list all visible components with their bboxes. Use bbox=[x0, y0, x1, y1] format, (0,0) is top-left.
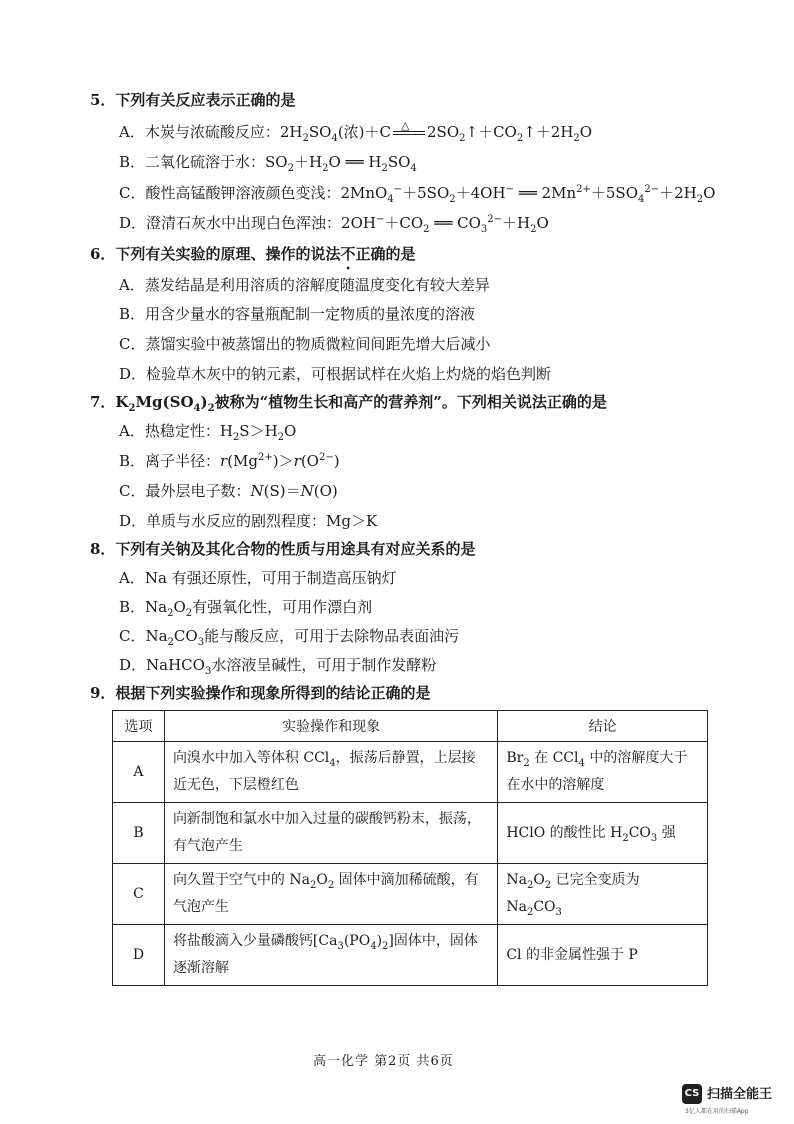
q9-table bbox=[112, 710, 708, 986]
q8-option-a: A．Na 有强还原性，可用于制造高压钠灯 bbox=[119, 569, 397, 587]
q5-option-a: A．木炭与浓硫酸反应：$2H_2SO_4$(浓)＋C △ $2SO_2↑+CO_2↑+2H_2O$ bbox=[119, 119, 593, 144]
table-row bbox=[113, 803, 708, 864]
table-row bbox=[113, 925, 708, 986]
q8-option-c: C．$Na_2CO_3$能与酸反应，可用于去除物品表面油污 bbox=[119, 627, 460, 648]
row-operation: 向久置于空气中的 $Na_2O_2$ 固体中滴加稀硫酸，有气泡产生 bbox=[164, 864, 497, 925]
watermark-title: 扫描全能王 bbox=[707, 1087, 773, 1102]
page-footer: 高一化学 第2页 共6页 bbox=[313, 1054, 454, 1069]
table-row bbox=[113, 864, 708, 925]
q6-option-a: A．蒸发结晶是利用溶质的溶解度随温度变化有较大差异 bbox=[119, 276, 490, 294]
row-operation: 将盐酸滴入少量磷酸钙$[Ca_3(PO_4)_2]$固体中，固体逐渐溶解 bbox=[164, 925, 497, 986]
watermark-subtitle: 3亿人都在用的扫描App bbox=[685, 1108, 749, 1115]
q6-option-c: C．蒸馏实验中被蒸馏出的物质微粒间间距先增大后减小 bbox=[119, 335, 491, 353]
row-conclusion: Cl 的非金属性强于 P bbox=[498, 925, 708, 986]
emphasis-dot-word: 不 bbox=[340, 245, 356, 263]
table-row bbox=[113, 742, 708, 803]
question-7-stem: 7．$K_2Mg(SO_4)_2$被称为“植物生长和高产的营养剂”。下列相关说法正确的是 bbox=[90, 393, 607, 414]
q7-option-a: A．热稳定性：$H_2S>H_2O$ bbox=[119, 422, 297, 443]
header-operation: 实验操作和现象 bbox=[164, 711, 497, 742]
question-5-stem: 5．下列有关反应表示正确的是 bbox=[90, 91, 296, 109]
q5-option-d: D．澄清石灰水中出现白色浑浊：$2OH^-+CO_2$ ══ $CO_3^{2-}+H_2O$ bbox=[119, 214, 549, 235]
row-conclusion: HClO 的酸性比 $H_2CO_3$ 强 bbox=[498, 803, 708, 864]
row-option-label: B bbox=[113, 803, 165, 864]
q6-option-d: D．检验草木灰中的钠元素，可根据试样在火焰上灼烧的焰色判断 bbox=[119, 365, 552, 383]
q7-option-d: D．单质与水反应的剧烈程度：Mg＞K bbox=[119, 512, 378, 530]
question-8-stem: 8．下列有关钠及其化合物的性质与用途具有对应关系的是 bbox=[90, 540, 476, 558]
header-conclusion: 结论 bbox=[498, 711, 708, 742]
row-option-label: C bbox=[113, 864, 165, 925]
row-operation: 向新制饱和氯水中加入过量的碳酸钙粉末，振荡，有气泡产生 bbox=[164, 803, 497, 864]
row-conclusion: $Na_2O_2$ 已完全变质为 $Na_2CO_3$ bbox=[498, 864, 708, 925]
heat-condition-arrow: △ bbox=[391, 125, 427, 141]
q8-option-d: D．NaHCO$_3$水溶液呈碱性，可用于制作发酵粉 bbox=[119, 656, 437, 677]
q6-option-b: B．用含少量水的容量瓶配制一定物质的量浓度的溶液 bbox=[119, 305, 476, 323]
q5-option-c: C．酸性高锰酸钾溶液颜色变浅：$2MnO_4^-+5SO_2+4OH^-$ ══ $2Mn^{2+}+5SO_4^{2-}+2H_2O$ bbox=[119, 184, 716, 205]
q5-option-b: B．二氧化硫溶于水：$SO_2+H_2O$ ══ $H_2SO_4$ bbox=[119, 153, 417, 174]
camscanner-logo-icon: CS bbox=[682, 1084, 702, 1104]
row-operation: 向溴水中加入等体积 CCl$_4$，振荡后静置，上层接近无色，下层橙红色 bbox=[164, 742, 497, 803]
row-option-label: A bbox=[113, 742, 165, 803]
q7-option-c: C．最外层电子数：N(S)＝N(O) bbox=[119, 482, 338, 500]
q8-option-b: B．$Na_2O_2$有强氧化性，可用作漂白剂 bbox=[119, 598, 373, 619]
question-6-stem: 6．下列有关实验的原理、操作的说法不正确的是 bbox=[90, 245, 416, 263]
scanner-watermark bbox=[682, 1082, 786, 1116]
table-header-row bbox=[113, 711, 708, 742]
question-9-stem: 9．根据下列实验操作和现象所得到的结论正确的是 bbox=[90, 684, 431, 702]
q7-option-b: B．离子半径：$r(Mg^{2+})>r(O^{2-})$ bbox=[119, 452, 340, 470]
row-option-label: D bbox=[113, 925, 165, 986]
header-option: 选项 bbox=[113, 711, 165, 742]
row-conclusion: $Br_2$ 在 CCl$_4$ 中的溶解度大于在水中的溶解度 bbox=[498, 742, 708, 803]
